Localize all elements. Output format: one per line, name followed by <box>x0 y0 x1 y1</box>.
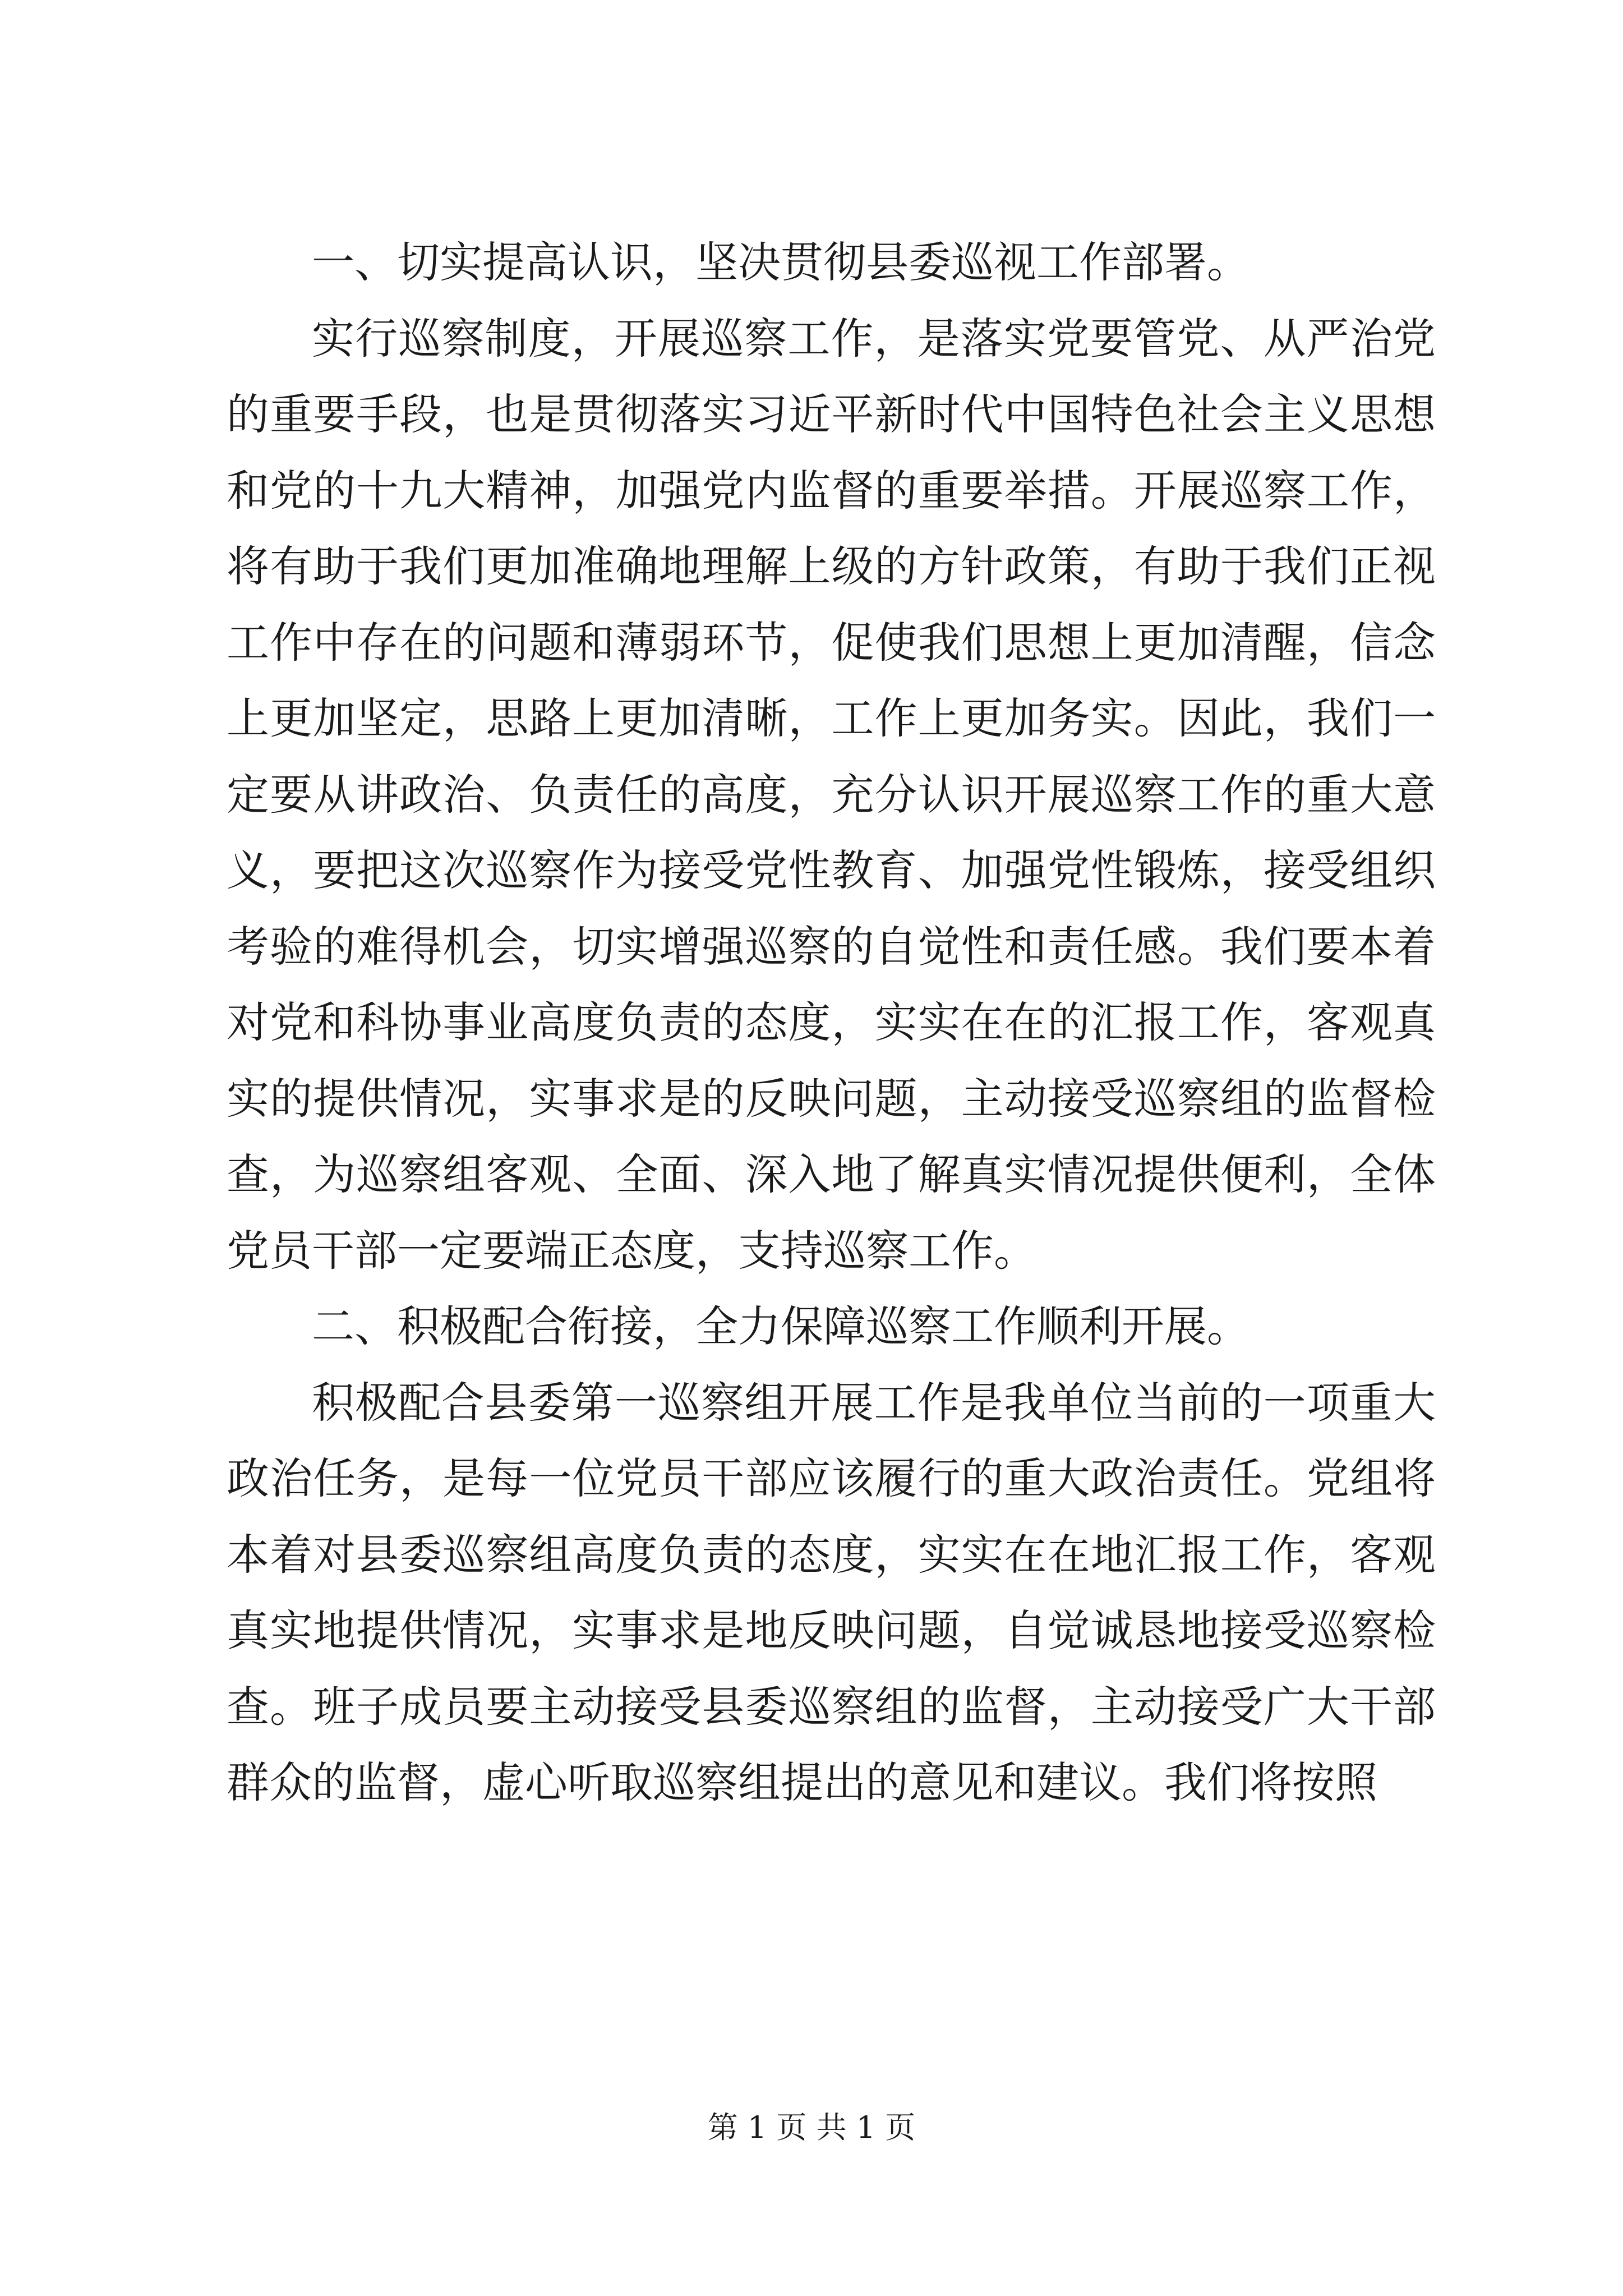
section-heading-2: 二、积极配合衔接，全力保障巡察工作顺利开展。 <box>312 1301 1249 1351</box>
page-footer: 第 1 页 共 1 页 <box>707 2110 916 2145</box>
section-heading-1: 一、切实提高认识，坚决贯彻县委巡视工作部署。 <box>312 237 1249 287</box>
document-body <box>227 224 1436 1821</box>
body-paragraph-2: 积极配合县委第一巡察组开展工作是我单位当前的一项重大政治任务，是每一位党员干部应该履行的重大政治责任。党组将本着对县委巡察组高度负责的态度，实实在在地汇报工作，客观真实地提供情况，实事求是地反映问题，自觉诚恳地接受巡察检查。班子成员要主动接受县委巡察组的监督，主动接受广大干部群众的监督，虚心听取巡察组提出的意见和建议。我们将按照 <box>227 1377 1436 1807</box>
body-paragraph-1: 实行巡察制度，开展巡察工作，是落实党要管党、从严治党的重要手段，也是贯彻落实习近平新时代中国特色社会主义思想和党的十九大精神，加强党内监督的重要举措。开展巡察工作，将有助于我们更加准确地理解上级的方针政策，有助于我们正视工作中存在的问题和薄弱环节，促使我们思想上更加清醒，信念上更加坚定，思路上更加清晰，工作上更加务实。因此，我们一定要从讲政治、负责任的高度，充分认识开展巡察工作的重大意义，要把这次巡察作为接受党性教育、加强党性锻炼，接受组织考验的难得机会，切实增强巡察的自觉性和责任感。我们要本着对党和科协事业高度负责的态度，实实在在的汇报工作，客观真实的提供情况，实事求是的反映问题，主动接受巡察组的监督检查，为巡察组客观、全面、深入地了解真实情况提供便利，全体党员干部一定要端正态度，支持巡察工作。 <box>227 313 1436 1276</box>
